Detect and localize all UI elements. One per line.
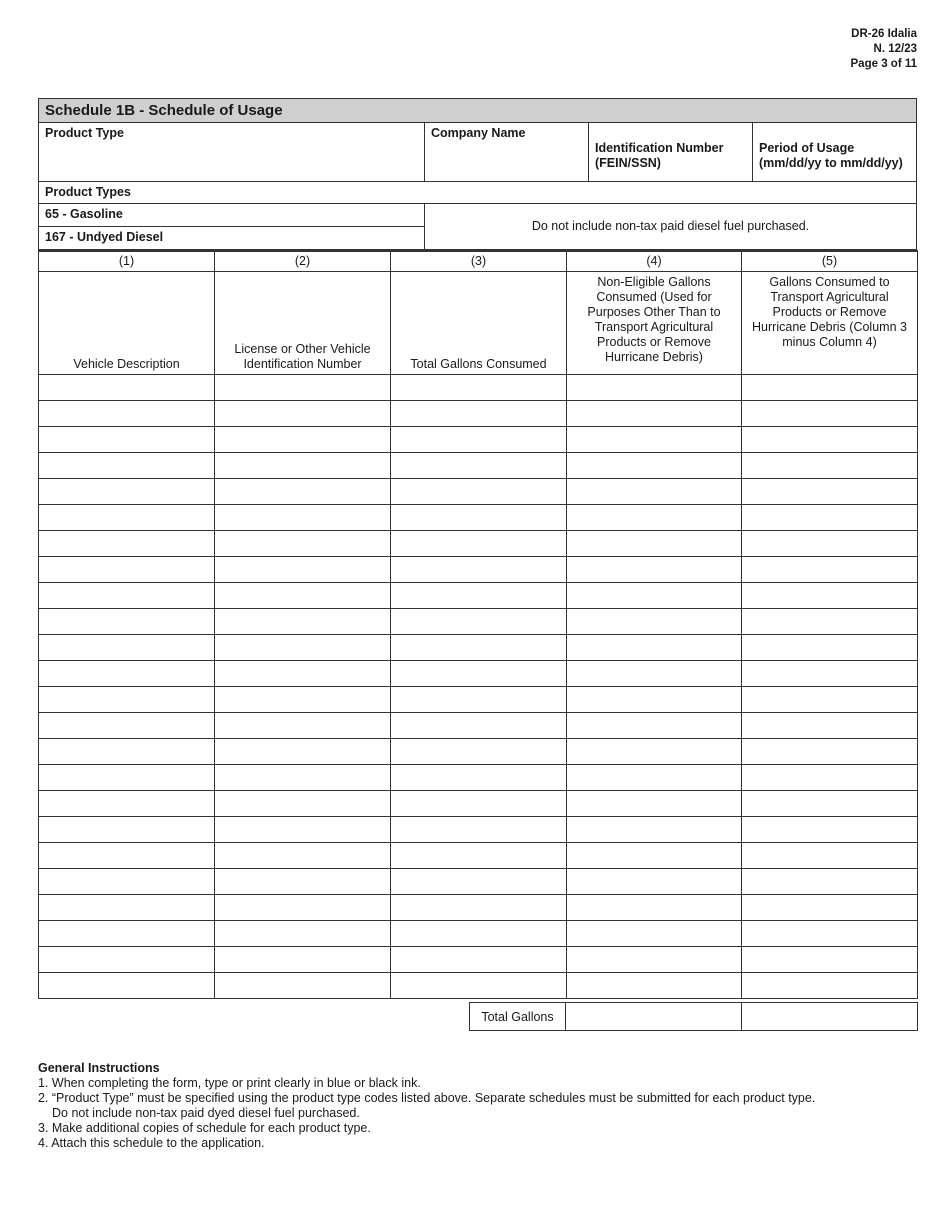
total-gallons-cell[interactable] [391, 505, 567, 531]
period-of-usage-field[interactable] [753, 123, 917, 181]
table-row [39, 713, 918, 739]
vehicle-description-cell[interactable] [39, 791, 215, 817]
table-row [39, 817, 918, 843]
product-type-field[interactable] [39, 123, 425, 181]
vehicle-description-cell[interactable] [39, 817, 215, 843]
non-eligible-gallons-cell[interactable] [567, 791, 742, 817]
column-number: (1) [39, 251, 215, 272]
vehicle-description-cell[interactable] [39, 531, 215, 557]
column-number-row [39, 251, 918, 272]
non-eligible-gallons-cell[interactable] [567, 869, 742, 895]
vehicle-description-cell[interactable] [39, 479, 215, 505]
table-row [39, 583, 918, 609]
totals-table [469, 1002, 918, 1031]
total-gallons-cell[interactable] [391, 635, 567, 661]
column-header-non-eligible-gallons: Non-Eligible Gallons Consumed (Used for Purposes Other Than to Transport Agricultural Products or Remove Hurricane Debris) [567, 272, 742, 375]
column-number: (2) [215, 251, 391, 272]
table-row [39, 557, 918, 583]
non-eligible-gallons-cell[interactable] [567, 895, 742, 921]
eligible-gallons-cell[interactable] [742, 375, 918, 401]
license-number-cell[interactable] [215, 687, 391, 713]
non-eligible-gallons-cell[interactable] [567, 921, 742, 947]
product-type-undyed-diesel: 167 - Undyed Diesel [45, 230, 164, 244]
non-eligible-gallons-cell[interactable] [567, 375, 742, 401]
license-number-cell[interactable] [215, 973, 391, 999]
non-eligible-gallons-cell[interactable] [567, 531, 742, 557]
vehicle-description-cell[interactable] [39, 713, 215, 739]
table-row [39, 687, 918, 713]
eligible-gallons-cell[interactable] [742, 453, 918, 479]
table-row [39, 375, 918, 401]
eligible-gallons-cell[interactable] [742, 973, 918, 999]
total-gallons-cell[interactable] [391, 765, 567, 791]
eligible-gallons-cell[interactable] [742, 661, 918, 687]
eligible-gallons-cell[interactable] [742, 817, 918, 843]
table-row [39, 869, 918, 895]
non-eligible-gallons-cell[interactable] [567, 661, 742, 687]
eligible-gallons-cell[interactable] [742, 843, 918, 869]
vehicle-description-cell[interactable] [39, 583, 215, 609]
license-number-cell[interactable] [215, 947, 391, 973]
license-number-cell[interactable] [215, 583, 391, 609]
table-row [39, 739, 918, 765]
vehicle-description-cell[interactable] [39, 375, 215, 401]
table-row [39, 609, 918, 635]
license-number-cell[interactable] [215, 869, 391, 895]
non-eligible-gallons-cell[interactable] [567, 817, 742, 843]
identification-number-label: Identification Number (FEIN/SSN) [595, 141, 724, 170]
total-gallons-cell[interactable] [391, 583, 567, 609]
license-number-cell[interactable] [215, 375, 391, 401]
page-number: Page 3 of 11 [850, 58, 917, 70]
usage-table [38, 250, 918, 999]
license-number-cell[interactable] [215, 791, 391, 817]
instruction-item: 3. Make additional copies of schedule for each product type. [38, 1121, 371, 1135]
table-row [39, 843, 918, 869]
vehicle-description-cell[interactable] [39, 843, 215, 869]
eligible-gallons-cell[interactable] [742, 427, 918, 453]
table-row [39, 921, 918, 947]
table-row [39, 765, 918, 791]
non-eligible-gallons-cell[interactable] [567, 583, 742, 609]
diesel-note: Do not include non-tax paid diesel fuel purchased. [531, 219, 810, 233]
license-number-cell[interactable] [215, 453, 391, 479]
period-of-usage-label: Period of Usage (mm/dd/yy to mm/dd/yy) [759, 141, 903, 170]
vehicle-description-cell[interactable] [39, 765, 215, 791]
divider [588, 123, 589, 181]
non-eligible-gallons-cell[interactable] [567, 635, 742, 661]
eligible-gallons-cell[interactable] [742, 401, 918, 427]
company-name-label: Company Name [431, 126, 526, 140]
form-id: DR-26 Idalia [851, 28, 917, 40]
vehicle-description-cell[interactable] [39, 505, 215, 531]
table-row [39, 479, 918, 505]
table-row [39, 635, 918, 661]
total-gallons-cell[interactable] [391, 453, 567, 479]
eligible-gallons-cell[interactable] [742, 921, 918, 947]
license-number-cell[interactable] [215, 661, 391, 687]
license-number-cell[interactable] [215, 895, 391, 921]
instruction-item: 4. Attach this schedule to the application. [38, 1136, 265, 1150]
total-gallons-cell[interactable] [391, 375, 567, 401]
total-gallons-cell[interactable] [391, 427, 567, 453]
eligible-gallons-cell[interactable] [742, 713, 918, 739]
table-row [39, 973, 918, 999]
license-number-cell[interactable] [215, 505, 391, 531]
license-number-cell[interactable] [215, 479, 391, 505]
divider [752, 123, 753, 181]
company-name-field[interactable] [425, 123, 588, 181]
vehicle-description-cell[interactable] [39, 739, 215, 765]
column-header-row [39, 272, 918, 375]
vehicle-description-cell[interactable] [39, 687, 215, 713]
eligible-gallons-cell[interactable] [742, 583, 918, 609]
license-number-cell[interactable] [215, 557, 391, 583]
non-eligible-gallons-cell[interactable] [567, 609, 742, 635]
column-header-license-number: License or Other Vehicle Identification Number [215, 272, 391, 375]
form-header [851, 27, 917, 72]
column-number: (5) [742, 251, 918, 272]
license-number-cell[interactable] [215, 921, 391, 947]
eligible-gallons-cell[interactable] [742, 869, 918, 895]
vehicle-description-cell[interactable] [39, 661, 215, 687]
non-eligible-gallons-cell[interactable] [567, 687, 742, 713]
license-number-cell[interactable] [215, 817, 391, 843]
non-eligible-gallons-cell[interactable] [567, 739, 742, 765]
total-gallons-cell[interactable] [391, 661, 567, 687]
vehicle-description-cell[interactable] [39, 609, 215, 635]
table-row [39, 531, 918, 557]
instruction-item: 2. “Product Type” must be specified using the product type codes listed above. Separate schedules must be submitted for each product type. [38, 1091, 816, 1105]
table-row [39, 453, 918, 479]
total-gallons-cell[interactable] [391, 531, 567, 557]
non-eligible-gallons-cell[interactable] [567, 713, 742, 739]
table-row [39, 947, 918, 973]
total-gallons-label: Total Gallons [470, 1003, 566, 1031]
eligible-gallons-cell[interactable] [742, 505, 918, 531]
table-row [39, 791, 918, 817]
divider [424, 123, 425, 181]
license-number-cell[interactable] [215, 401, 391, 427]
license-number-cell[interactable] [215, 765, 391, 791]
total-eligible-gallons-cell[interactable] [742, 1003, 918, 1031]
vehicle-description-cell[interactable] [39, 869, 215, 895]
eligible-gallons-cell[interactable] [742, 947, 918, 973]
non-eligible-gallons-cell[interactable] [567, 843, 742, 869]
vehicle-description-cell[interactable] [39, 921, 215, 947]
table-row [39, 427, 918, 453]
total-non-eligible-gallons-cell[interactable] [566, 1003, 742, 1031]
total-gallons-cell[interactable] [391, 843, 567, 869]
instruction-item: Do not include non-tax paid dyed diesel fuel purchased. [52, 1106, 360, 1120]
eligible-gallons-cell[interactable] [742, 895, 918, 921]
total-gallons-cell[interactable] [391, 921, 567, 947]
non-eligible-gallons-cell[interactable] [567, 505, 742, 531]
eligible-gallons-cell[interactable] [742, 609, 918, 635]
table-row [39, 401, 918, 427]
total-gallons-cell[interactable] [391, 401, 567, 427]
non-eligible-gallons-cell[interactable] [567, 401, 742, 427]
vehicle-description-cell[interactable] [39, 453, 215, 479]
non-eligible-gallons-cell[interactable] [567, 973, 742, 999]
license-number-cell[interactable] [215, 739, 391, 765]
total-gallons-cell[interactable] [391, 817, 567, 843]
non-eligible-gallons-cell[interactable] [567, 453, 742, 479]
non-eligible-gallons-cell[interactable] [567, 479, 742, 505]
vehicle-description-cell[interactable] [39, 427, 215, 453]
total-gallons-cell[interactable] [391, 609, 567, 635]
vehicle-description-cell[interactable] [39, 635, 215, 661]
eligible-gallons-cell[interactable] [742, 557, 918, 583]
total-gallons-cell[interactable] [391, 739, 567, 765]
total-gallons-cell[interactable] [391, 479, 567, 505]
non-eligible-gallons-cell[interactable] [567, 765, 742, 791]
column-header-eligible-gallons: Gallons Consumed to Transport Agricultural Products or Remove Hurricane Debris (Column 3 minus Column 4) [742, 272, 918, 375]
eligible-gallons-cell[interactable] [742, 791, 918, 817]
vehicle-description-cell[interactable] [39, 895, 215, 921]
non-eligible-gallons-cell[interactable] [567, 557, 742, 583]
total-gallons-cell[interactable] [391, 713, 567, 739]
instructions-title: General Instructions [38, 1061, 160, 1075]
eligible-gallons-cell[interactable] [742, 739, 918, 765]
license-number-cell[interactable] [215, 713, 391, 739]
total-gallons-cell[interactable] [391, 895, 567, 921]
column-number: (3) [391, 251, 567, 272]
vehicle-description-cell[interactable] [39, 973, 215, 999]
eligible-gallons-cell[interactable] [742, 531, 918, 557]
non-eligible-gallons-cell[interactable] [567, 947, 742, 973]
vehicle-description-cell[interactable] [39, 401, 215, 427]
product-type-gasoline: 65 - Gasoline [45, 207, 123, 221]
license-number-cell[interactable] [215, 427, 391, 453]
total-gallons-cell[interactable] [391, 947, 567, 973]
vehicle-description-cell[interactable] [39, 557, 215, 583]
column-header-vehicle-description: Vehicle Description [39, 272, 215, 375]
total-gallons-cell[interactable] [391, 869, 567, 895]
identification-number-field[interactable] [589, 123, 753, 181]
table-row [39, 661, 918, 687]
column-header-total-gallons: Total Gallons Consumed [391, 272, 567, 375]
schedule-title: Schedule 1B - Schedule of Usage [39, 99, 916, 123]
table-row [39, 895, 918, 921]
vehicle-description-cell[interactable] [39, 947, 215, 973]
form-revision: N. 12/23 [873, 43, 917, 55]
instruction-item: 1. When completing the form, type or print clearly in blue or black ink. [38, 1076, 421, 1090]
license-number-cell[interactable] [215, 843, 391, 869]
total-gallons-cell[interactable] [391, 687, 567, 713]
column-number: (4) [567, 251, 742, 272]
eligible-gallons-cell[interactable] [742, 687, 918, 713]
total-gallons-cell[interactable] [391, 973, 567, 999]
general-instructions [38, 1061, 815, 1151]
license-number-cell[interactable] [215, 531, 391, 557]
table-row [39, 505, 918, 531]
eligible-gallons-cell[interactable] [742, 765, 918, 791]
product-types-label: Product Types [45, 185, 131, 199]
eligible-gallons-cell[interactable] [742, 635, 918, 661]
eligible-gallons-cell[interactable] [742, 479, 918, 505]
product-type-label: Product Type [45, 126, 124, 140]
total-gallons-cell[interactable] [391, 557, 567, 583]
license-number-cell[interactable] [215, 609, 391, 635]
schedule-box [38, 98, 917, 250]
total-gallons-cell[interactable] [391, 791, 567, 817]
non-eligible-gallons-cell[interactable] [567, 427, 742, 453]
license-number-cell[interactable] [215, 635, 391, 661]
